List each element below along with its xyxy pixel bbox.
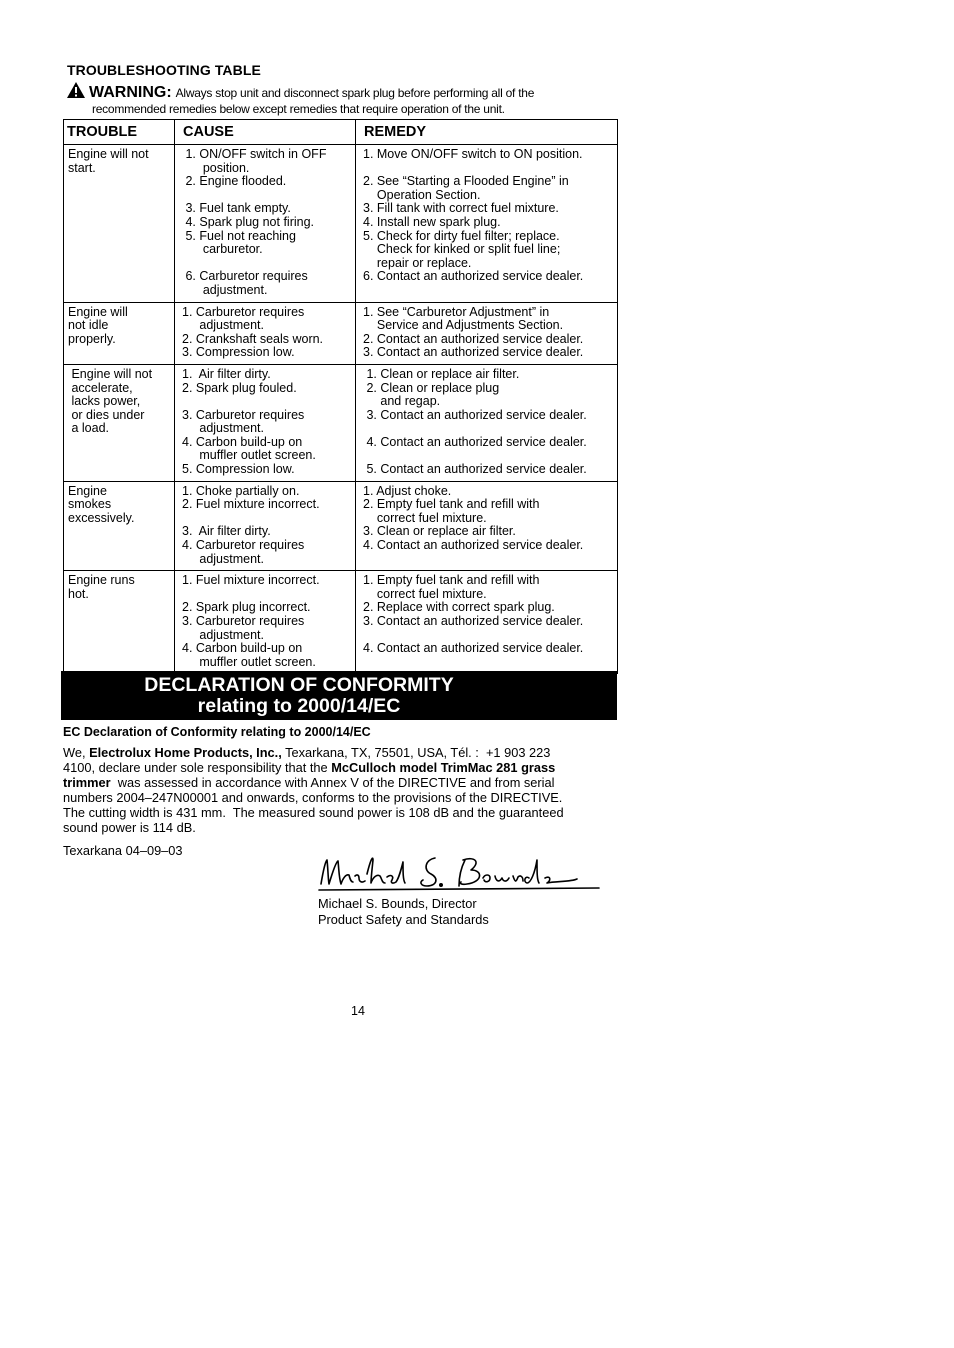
declaration-title-band xyxy=(61,671,617,720)
table-row xyxy=(64,571,618,674)
cause-line: muffler outlet screen. xyxy=(182,448,316,463)
cause-line xyxy=(182,588,351,602)
declaration-title-line2: relating to 2000/14/EC xyxy=(197,695,401,717)
declaration-title-line1: DECLARATION OF CONFORMITY xyxy=(144,674,454,696)
remedy-line: 2. Clean or replace plug xyxy=(363,380,500,395)
table-header-row xyxy=(64,120,618,145)
cause-line: adjustment. xyxy=(182,421,264,436)
remedy-line: 4. Contact an authorized service dealer. xyxy=(363,434,587,449)
remedy-line: 5. Check for dirty fuel filter; replace. xyxy=(363,228,560,243)
remedy-line: repair or replace. xyxy=(363,255,472,270)
remedy-line: 1. Clean or replace air filter. xyxy=(363,366,520,381)
warning-notice xyxy=(66,81,626,116)
trouble-line: lacks power, xyxy=(68,394,141,409)
trouble-line: or dies under xyxy=(68,407,145,422)
cell-remedy xyxy=(356,364,618,481)
section-title: TROUBLESHOOTING TABLE xyxy=(67,62,261,78)
cause-line xyxy=(182,512,351,526)
trouble-line: Engine xyxy=(68,483,107,498)
cell-trouble xyxy=(64,481,175,571)
cause-line: 3. Air filter dirty. xyxy=(182,524,271,539)
cause-line: 3. Carburetor requires xyxy=(182,614,305,628)
cell-cause xyxy=(175,364,356,481)
cell-remedy xyxy=(356,145,618,303)
cause-line: 1. ON/OFF switch in OFF xyxy=(182,147,327,161)
remedy-line: 2. Replace with correct spark plug. xyxy=(363,600,555,615)
remedy-line xyxy=(363,422,613,436)
cell-remedy xyxy=(356,481,618,571)
header-trouble: TROUBLE xyxy=(64,120,175,145)
trouble-line: Engine will not xyxy=(68,366,153,381)
header-remedy: REMEDY xyxy=(356,120,618,145)
remedy-line: 6. Contact an authorized service dealer. xyxy=(363,269,584,284)
cause-line: adjustment. xyxy=(182,551,264,566)
header-cause: CAUSE xyxy=(175,120,356,145)
trouble-line: smokes xyxy=(68,497,112,512)
model-name: McCulloch model TrimMac 281 grass xyxy=(331,760,556,775)
trouble-line: Engine runs xyxy=(68,573,135,588)
cause-line: 4. Carburetor requires xyxy=(182,538,305,553)
cause-line: 2. Spark plug fouled. xyxy=(182,380,297,395)
remedy-line: 3. Contact an authorized service dealer. xyxy=(363,614,584,628)
signer-title: Product Safety and Standards xyxy=(318,912,489,927)
remedy-line: 4. Contact an authorized service dealer. xyxy=(363,538,584,553)
signer-block xyxy=(318,896,489,928)
remedy-line: and regap. xyxy=(363,394,441,409)
remedy-line: 1. Move ON/OFF switch to ON position. xyxy=(363,147,583,161)
cause-line: adjustment. xyxy=(182,318,264,333)
body-line xyxy=(63,775,603,790)
ec-declaration-body xyxy=(63,745,603,835)
place-date: Texarkana 04–09–03 xyxy=(63,843,183,858)
cause-line: 2. Engine flooded. xyxy=(182,174,287,189)
remedy-line: Service and Adjustments Section. xyxy=(363,318,564,333)
body-text: was assessed in accordance with Annex V of the DIRECTIVE and from serial xyxy=(110,775,555,790)
cause-line: 2. Fuel mixture incorrect. xyxy=(182,497,320,512)
trouble-line: excessively. xyxy=(68,510,135,525)
trouble-line: hot. xyxy=(68,586,89,601)
cause-line: position. xyxy=(182,160,250,175)
cause-line: carburetor. xyxy=(182,242,263,257)
trouble-line: properly. xyxy=(68,331,116,346)
remedy-line: 3. Clean or replace air filter. xyxy=(363,524,516,539)
trouble-line: a load. xyxy=(68,421,110,436)
table-row xyxy=(64,302,618,364)
cause-line: 5. Fuel not reaching xyxy=(182,228,296,243)
remedy-line: 2. Contact an authorized service dealer. xyxy=(363,331,584,346)
cell-cause xyxy=(175,481,356,571)
cause-line: muffler outlet screen. xyxy=(182,654,316,669)
trouble-line: not idle xyxy=(68,318,109,333)
cell-cause xyxy=(175,571,356,674)
cause-line: 1. Choke partially on. xyxy=(182,483,300,498)
cell-cause xyxy=(175,145,356,303)
signer-name: Michael S. Bounds, Director xyxy=(318,896,477,911)
cell-trouble xyxy=(64,571,175,674)
table-row xyxy=(64,481,618,571)
remedy-line: 3. Fill tank with correct fuel mixture. xyxy=(363,201,559,216)
trouble-line: start. xyxy=(68,160,96,175)
cause-line: 4. Carbon build-up on xyxy=(182,434,303,449)
warning-label: WARNING: xyxy=(89,84,172,101)
remedy-line: 4. Install new spark plug. xyxy=(363,214,501,229)
cause-line: 1. Air filter dirty. xyxy=(182,366,271,381)
cause-line xyxy=(182,257,351,271)
cause-line: 3. Carburetor requires xyxy=(182,407,305,422)
remedy-line: Check for kinked or split fuel line; xyxy=(363,242,561,257)
warning-icon xyxy=(66,81,86,102)
cell-remedy xyxy=(356,571,618,674)
remedy-line: 4. Contact an authorized service dealer. xyxy=(363,641,584,656)
cause-line: 3. Compression low. xyxy=(182,345,295,360)
company-name: Electrolux Home Products, Inc., xyxy=(89,745,282,760)
remedy-line xyxy=(363,162,613,176)
remedy-line xyxy=(363,449,613,463)
cause-line xyxy=(182,189,351,203)
cell-trouble xyxy=(64,302,175,364)
cause-line: 5. Compression low. xyxy=(182,462,295,477)
trouble-line: Engine will xyxy=(68,304,128,319)
warning-text-line2: recommended remedies below except remedies that require operation of the unit. xyxy=(92,102,505,116)
remedy-line: 3. Contact an authorized service dealer. xyxy=(363,407,587,422)
remedy-line: 3. Contact an authorized service dealer. xyxy=(363,345,584,360)
trouble-line: Engine will not xyxy=(68,147,149,161)
page-number: 14 xyxy=(351,1004,365,1018)
remedy-line: 1. Empty fuel tank and refill with xyxy=(363,573,540,588)
body-line xyxy=(63,760,603,775)
cause-line: 1. Fuel mixture incorrect. xyxy=(182,573,320,588)
remedy-line: 5. Contact an authorized service dealer. xyxy=(363,462,587,477)
cause-line: adjustment. xyxy=(182,282,268,297)
cause-line: 4. Spark plug not firing. xyxy=(182,214,315,229)
cause-line xyxy=(182,395,351,409)
remedy-line: Operation Section. xyxy=(363,187,481,202)
remedy-line: correct fuel mixture. xyxy=(363,510,487,525)
table-row xyxy=(64,364,618,481)
cause-line: 2. Spark plug incorrect. xyxy=(182,600,311,615)
remedy-line: correct fuel mixture. xyxy=(363,586,487,601)
remedy-line: 1. See “Carburetor Adjustment” in xyxy=(363,304,550,319)
cell-remedy xyxy=(356,302,618,364)
remedy-line: 2. Empty fuel tank and refill with xyxy=(363,497,540,512)
table-row xyxy=(64,145,618,303)
remedy-line: 1. Adjust choke. xyxy=(363,483,452,498)
body-line: numbers 2004–247N00001 and onwards, conforms to the provisions of the DIRECTIVE. xyxy=(63,790,563,805)
troubleshooting-table xyxy=(63,119,618,674)
cause-line: 3. Fuel tank empty. xyxy=(182,201,291,216)
body-text: 4100, declare under sole responsibility that the xyxy=(63,760,332,775)
body-line: sound power is 114 dB. xyxy=(63,820,196,835)
cell-trouble xyxy=(64,145,175,303)
cause-line: adjustment. xyxy=(182,627,264,642)
model-name-cont: trimmer xyxy=(63,775,111,790)
body-text: We, xyxy=(63,745,90,760)
ec-declaration-heading: EC Declaration of Conformity relating to 2000/14/EC xyxy=(63,725,371,739)
body-line: The cutting width is 431 mm. The measured sound power is 108 dB and the guaranteed xyxy=(63,805,564,820)
remedy-line xyxy=(363,629,613,643)
body-line xyxy=(63,745,603,760)
cause-line: 2. Crankshaft seals worn. xyxy=(182,331,324,346)
cause-line: 4. Carbon build-up on xyxy=(182,641,303,656)
cell-cause xyxy=(175,302,356,364)
body-text: Texarkana, TX, 75501, USA, Tél. : +1 903 223 xyxy=(281,745,551,760)
cause-line: 1. Carburetor requires xyxy=(182,304,305,319)
cause-line: 6. Carburetor requires xyxy=(182,269,308,284)
cell-trouble xyxy=(64,364,175,481)
warning-text-line1: Always stop unit and disconnect spark plug before performing all of the xyxy=(175,86,535,100)
trouble-line: accelerate, xyxy=(68,380,133,395)
signature-image xyxy=(315,848,605,896)
remedy-line: 2. See “Starting a Flooded Engine” in xyxy=(363,174,569,189)
